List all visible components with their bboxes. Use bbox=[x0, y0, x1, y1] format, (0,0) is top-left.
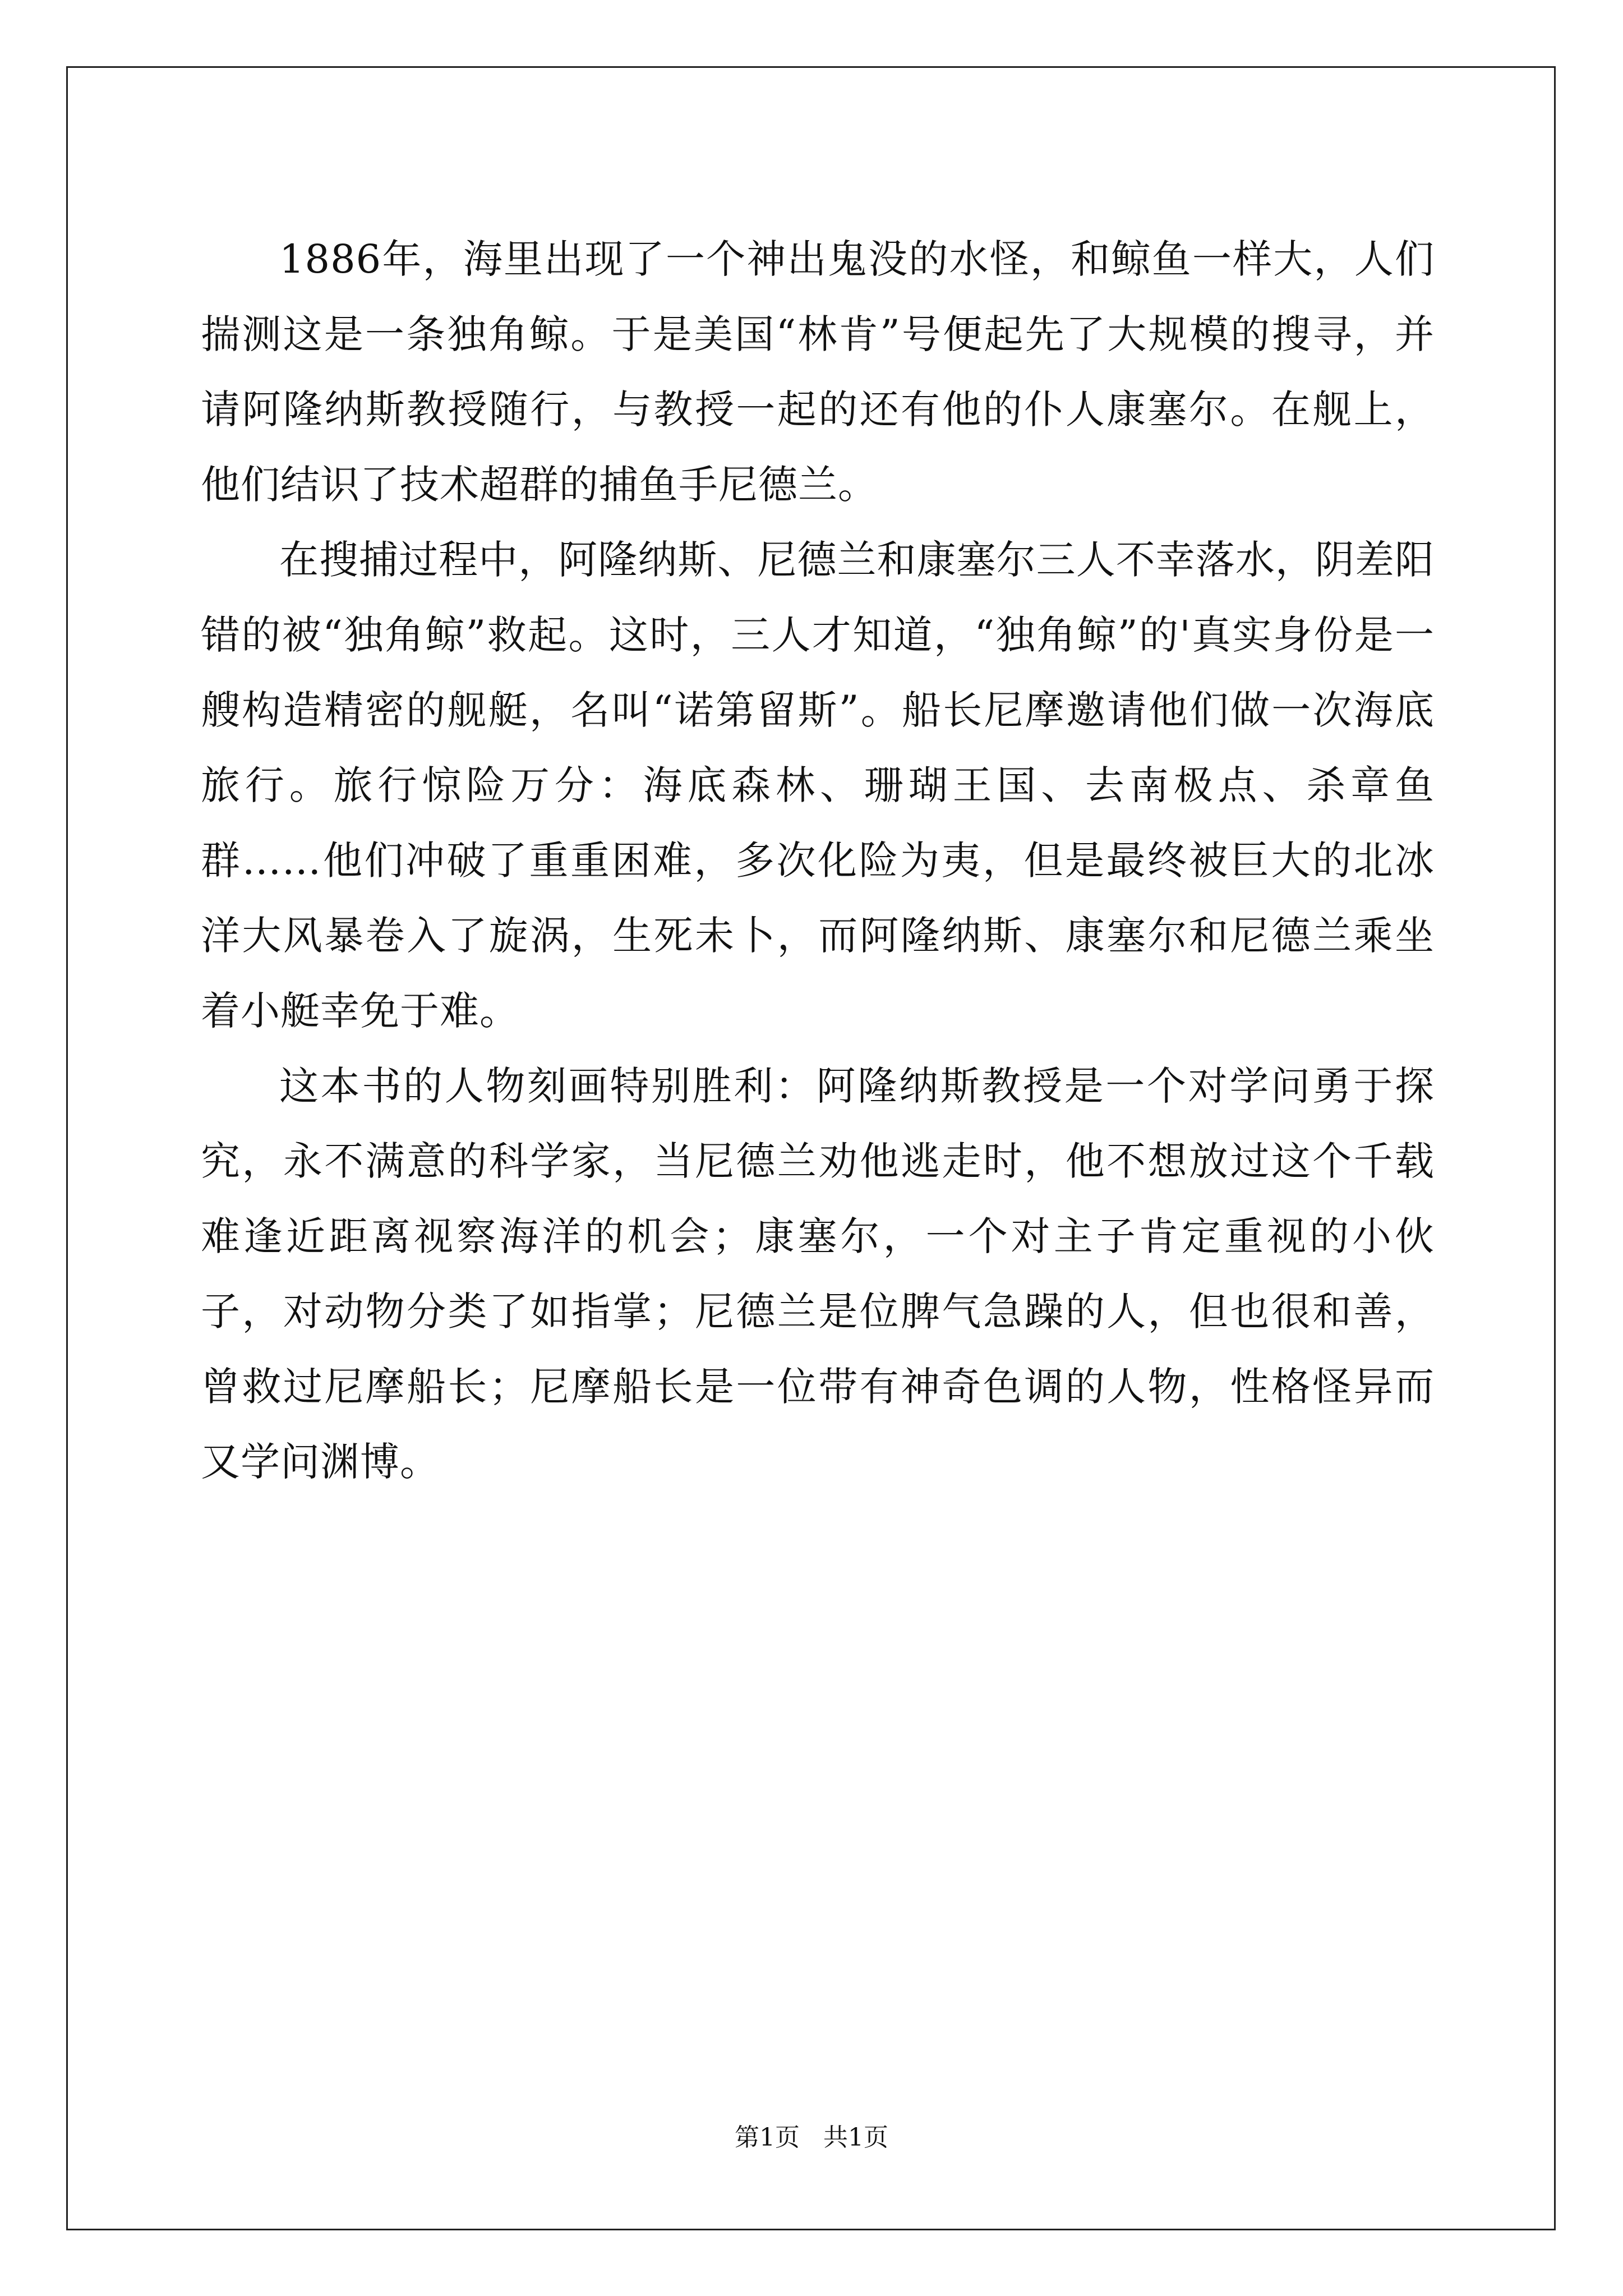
paragraph-1: 1886年，海里出现了一个神出鬼没的水怪，和鲸鱼一样大，人们揣测这是一条独角鲸。于是美国“林肯”号便起先了大规模的搜寻，并请阿隆纳斯教授随行，与教授一起的还有他的仆人康塞尔。在舰上，他们结识了技术超群的捕鱼手尼德兰。 bbox=[201, 236, 1435, 508]
paragraph-3: 这本书的人物刻画特别胜利：阿隆纳斯教授是一个对学问勇于探究，永不满意的科学家，当尼德兰劝他逃走时，他不想放过这个千载难逢近距离视察海洋的机会；康塞尔，一个对主子肯定重视的小伙子，对动物分类了如指掌；尼德兰是位脾气急躁的人，但也很和善，曾救过尼摩船长；尼摩船长是一位带有神奇色调的人物，性格怪异而又学问渊博。 bbox=[201, 1063, 1435, 1485]
page-number: 第1页 bbox=[735, 2123, 800, 2152]
page-footer bbox=[0, 2124, 1623, 2152]
document-body bbox=[201, 222, 1435, 1499]
page-total: 共1页 bbox=[823, 2123, 888, 2152]
paragraph-2: 在搜捕过程中，阿隆纳斯、尼德兰和康塞尔三人不幸落水，阴差阳错的被“独角鲸”救起。这时，三人才知道，“独角鲸”的'真实身份是一艘构造精密的舰艇，名叫“诺第留斯”。船长尼摩邀请他们做一次海底旅行。旅行惊险万分：海底森林、珊瑚王国、去南极点、杀章鱼群……他们冲破了重重困难，多次化险为夷，但是最终被巨大的北冰洋大风暴卷入了旋涡，生死未卜，而阿隆纳斯、康塞尔和尼德兰乘坐着小艇幸免于难。 bbox=[201, 537, 1435, 1034]
